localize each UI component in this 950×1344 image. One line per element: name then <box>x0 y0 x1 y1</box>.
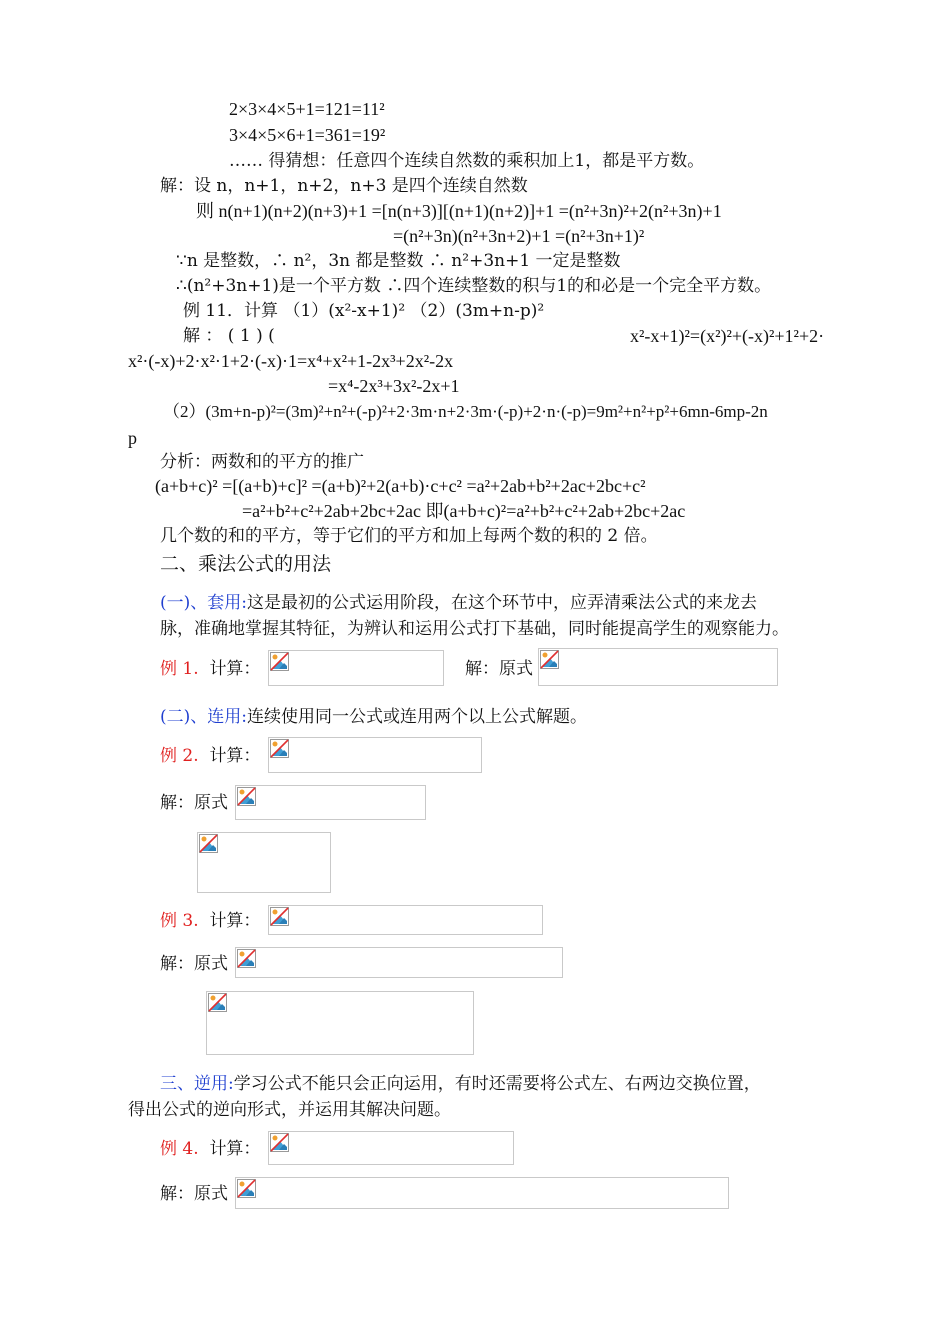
example-4-problem-image <box>268 1131 514 1165</box>
calc-label: 计算： <box>209 746 261 766</box>
example-11-part-2-wrap: p <box>128 428 137 448</box>
example-3-problem-image <box>268 905 543 935</box>
eq-line-1: 2×3×4×5+1=121=11² <box>229 99 385 119</box>
example-11-part-2: （2）(3m+n-p)²=(3m)²+n²+(-p)²+2·3m·n+2·3m·(-p)+2·n·(-p)=9m²+n²+p²+6mn-6mp-2n <box>163 402 768 421</box>
example-2-solution-label: 解：原式 <box>160 793 228 813</box>
example-3-calc <box>160 910 260 932</box>
example-11-eq-b: x²·(-x)+2·x²·1+2·(-x)·1=x⁴+x²+1-2x³+2x²-2x <box>128 351 454 371</box>
example-2-solution-image <box>235 785 426 820</box>
broken-image-icon <box>237 1179 256 1198</box>
broken-image-icon <box>540 650 559 669</box>
solution-intro: 解：设 n，n+1，n+2，n+3 是四个连续自然数 <box>160 176 528 196</box>
eq-line-6: =(n²+3n)(n²+3n+2)+1 =(n²+3n+1)² <box>393 226 645 246</box>
section-chain <box>160 706 587 728</box>
example-1-problem-image <box>268 650 444 686</box>
reason-line-2: ∴(n²+3n+1)是一个平方数 ∴四个连续整数的积与1的和必是一个完全平方数。 <box>176 276 772 296</box>
example-4-label: 例 4. <box>160 1139 199 1159</box>
example-3-solution-image-2 <box>206 991 474 1055</box>
example-4-solution-label: 解：原式 <box>160 1184 228 1204</box>
example-11-eq-c: =x⁴-2x³+3x²-2x+1 <box>328 376 460 396</box>
calc-label: 计算： <box>209 659 261 679</box>
section-reverse-label: 三、逆用: <box>160 1074 234 1094</box>
eq-line-5: 则 n(n+1)(n+2)(n+3)+1 =[n(n+3)][(n+1)(n+2)]+1 =(n²+3n)²+2(n²+3n)+1 <box>196 201 722 221</box>
calc-label: 计算： <box>209 911 261 931</box>
example-2-solution-image-2 <box>197 832 331 893</box>
section-apply-text: 这是最初的公式运用阶段，在这个环节中，应弄清乘法公式的来龙去 <box>247 593 757 613</box>
example-3-label: 例 3. <box>160 911 199 931</box>
broken-image-icon <box>237 787 256 806</box>
broken-image-icon <box>208 993 227 1012</box>
broken-image-icon <box>237 949 256 968</box>
example-1-label: 例 1. <box>160 659 199 679</box>
analysis-title: 分析：两数和的平方的推广 <box>160 452 364 472</box>
conjecture-line: …… 得猜想：任意四个连续自然数的乘积加上1，都是平方数。 <box>229 151 705 171</box>
example-1-solution-image <box>538 648 778 686</box>
example-4-calc <box>160 1138 260 1160</box>
section-reverse-text-2: 得出公式的逆向形式，并运用其解决问题。 <box>128 1100 451 1120</box>
eq-line-2: 3×4×5×6+1=361=19² <box>229 125 386 145</box>
broken-image-icon <box>270 652 289 671</box>
example-3-solution-image <box>235 947 563 978</box>
broken-image-icon <box>199 834 218 853</box>
trinomial-square-eq-2: =a²+b²+c²+2ab+2bc+2ac 即(a+b+c)²=a²+b²+c²+2ab+2bc+2ac <box>242 501 686 521</box>
example-4-solution-image <box>235 1177 729 1209</box>
section-chain-label: (二)、连用: <box>160 707 247 727</box>
section-apply <box>160 592 757 614</box>
example-11-eq-a: x²-x+1)²=(x²)²+(-x)²+1²+2· <box>630 326 825 346</box>
example-11: 例 11．计算 （1）(x²-x+1)² （2）(3m+n-p)² <box>183 301 545 321</box>
example-1-solution-label: 解：原式 <box>465 659 533 679</box>
rule-statement: 几个数的和的平方，等于它们的平方和加上每两个数的积的 2 倍。 <box>160 526 658 546</box>
section-apply-text-2: 脉，准确地掌握其特征，为辨认和运用公式打下基础，同时能提高学生的观察能力。 <box>160 619 789 639</box>
calc-label: 计算： <box>209 1139 261 1159</box>
example-2-problem-image <box>268 737 482 773</box>
broken-image-icon <box>270 1133 289 1152</box>
example-2-calc <box>160 745 260 767</box>
section-chain-text: 连续使用同一公式或连用两个以上公式解题。 <box>247 707 587 727</box>
example-1-calc <box>160 658 260 680</box>
section-reverse-text: 学习公式不能只会正向运用，有时还需要将公式左、右两边交换位置， <box>233 1074 761 1094</box>
example-3-solution-label: 解：原式 <box>160 954 228 974</box>
section-reverse <box>160 1073 761 1095</box>
trinomial-square-eq-1: (a+b+c)² =[(a+b)+c]² =(a+b)²+2(a+b)·c+c² =a²+2ab+b²+2ac+2bc+c² <box>155 476 646 496</box>
broken-image-icon <box>270 907 289 926</box>
example-2-label: 例 2. <box>160 746 199 766</box>
section-apply-label: (一)、套用: <box>160 593 247 613</box>
example-11-solution-label: 解 ： ( 1 ) ( <box>183 326 275 346</box>
reason-line-1: ∵n 是整数，∴ n²，3n 都是整数 ∴ n²+3n+1 一定是整数 <box>176 251 621 271</box>
section-2-title: 二、乘法公式的用法 <box>160 553 332 575</box>
broken-image-icon <box>270 739 289 758</box>
